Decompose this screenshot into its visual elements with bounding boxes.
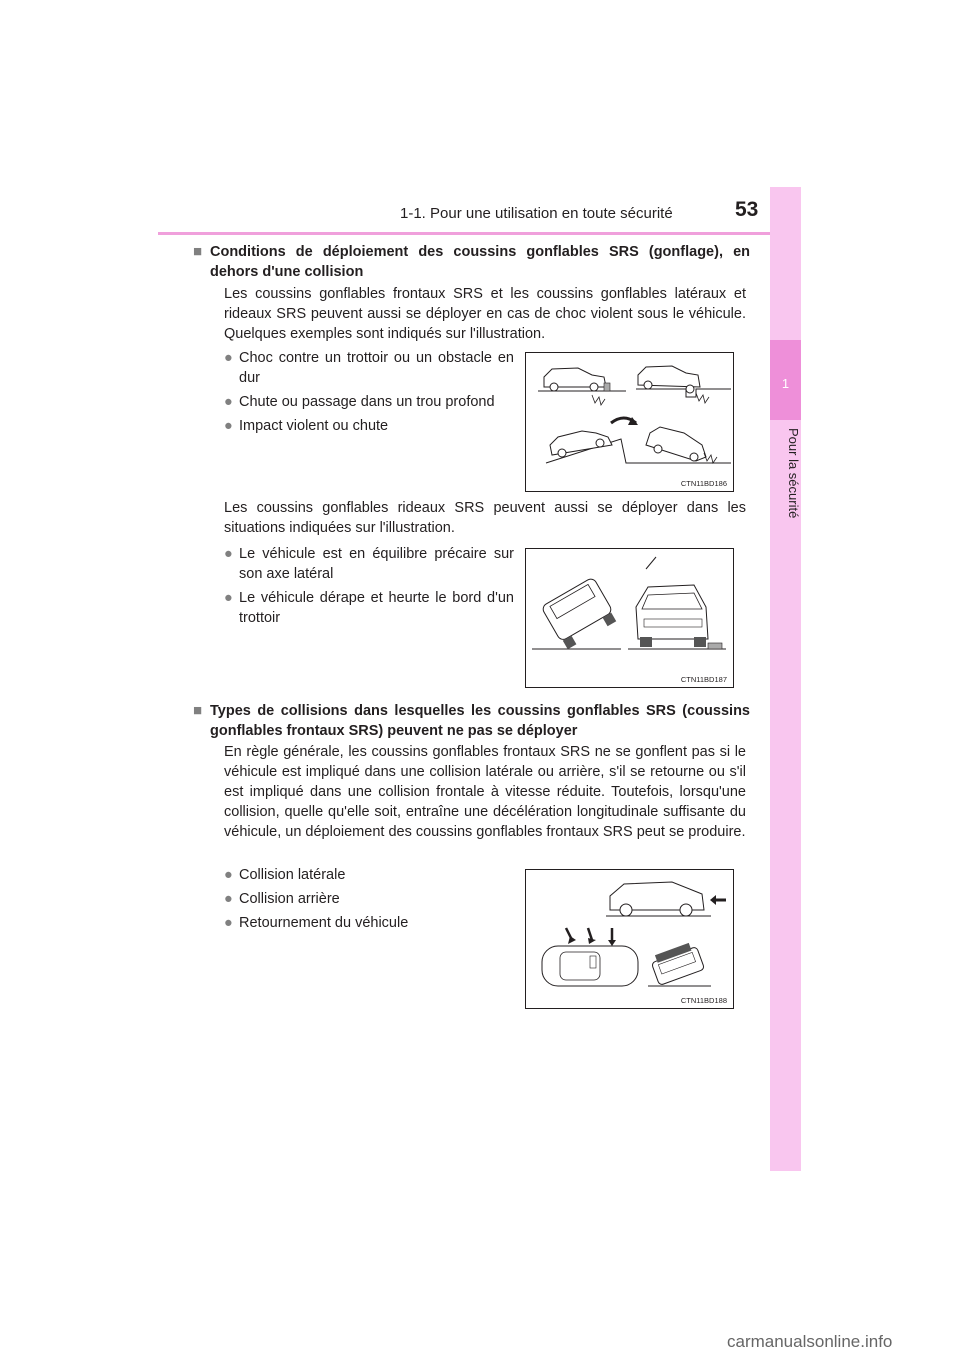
list-item: ● Le véhicule dérape et heurte le bord d'un trottoir [224,590,514,626]
section-intro-paragraph: En règle générale, les coussins gonflables frontaux SRS ne se gonflent pas si le véhicule est impliqué dans une collision latérale ou arrière, s'il se retourne ou s'il est impliqué dans une collision frontale à vitesse réduite. Toutefois, lorsqu'une collision, quelle qu'elle soit, entraîne une décélération longitudinale suffisante du véhicule, un déploiement des coussins gonflables frontaux SRS peut se produire. [224,744,746,840]
illustration-tilted-vehicle [525,548,734,688]
bullet-dot-icon: ● [224,418,233,434]
bullet-dot-icon: ● [224,891,233,907]
list-item: ● Collision arrière [224,891,340,907]
chapter-title: Pour la sécurité [786,428,801,519]
section-curtain-paragraph: Les coussins gonflables rideaux SRS peuvent aussi se déployer dans les situations indiquées sur l'illustration. [224,500,746,536]
bullet-dot-icon: ● [224,867,233,883]
bullet-dot-icon: ● [224,590,233,606]
bullet-dot-icon: ● [224,546,233,562]
illustration-undercarriage-impacts [525,352,734,492]
bullet-dot-icon: ● [224,350,233,366]
bullet-dot-icon: ● [224,915,233,931]
square-bullet-icon: ■ [193,702,203,719]
list-item: ● Choc contre un trottoir ou un obstacle en dur [224,350,514,386]
watermark: carmanualsonline.info [727,1332,893,1351]
section-intro-paragraph: Les coussins gonflables frontaux SRS et les coussins gonflables latéraux et rideaux SRS peuvent aussi se déployer en cas de choc violent sous le véhicule. Quelques exemples sont indiqués sur l'illustration. [224,286,746,342]
header-divider [158,232,800,235]
list-item: ● Le véhicule est en équilibre précaire sur son axe latéral [224,546,514,582]
illustration-collision-types [525,869,734,1009]
section-header-title: 1-1. Pour une utilisation en toute sécurité [400,205,673,222]
square-bullet-icon: ■ [193,243,203,260]
list-item: ● Chute ou passage dans un trou profond [224,394,495,410]
section-heading-text: Conditions de déploiement des coussins gonflables SRS (gonflage), en dehors d'une collision [210,244,750,280]
chapter-side-tab [770,187,801,1171]
figure-code: CTN11BD186 [680,479,727,488]
figure-code: CTN11BD188 [680,996,727,1005]
section-heading-text: Types de collisions dans lesquelles les coussins gonflables SRS (coussins gonflables frontaux SRS) peuvent ne pas se déployer [210,703,750,739]
figure-code: CTN11BD187 [680,675,727,684]
list-item: ● Collision latérale [224,867,346,883]
chapter-number: 1 [781,376,790,391]
section-heading-non-deployment [193,701,750,741]
bullet-dot-icon: ● [224,394,233,410]
list-item: ● Retournement du véhicule [224,915,409,931]
list-item: ● Impact violent ou chute [224,418,389,434]
section-heading-deployment-conditions [193,242,750,282]
page-number: 53 [735,198,759,221]
